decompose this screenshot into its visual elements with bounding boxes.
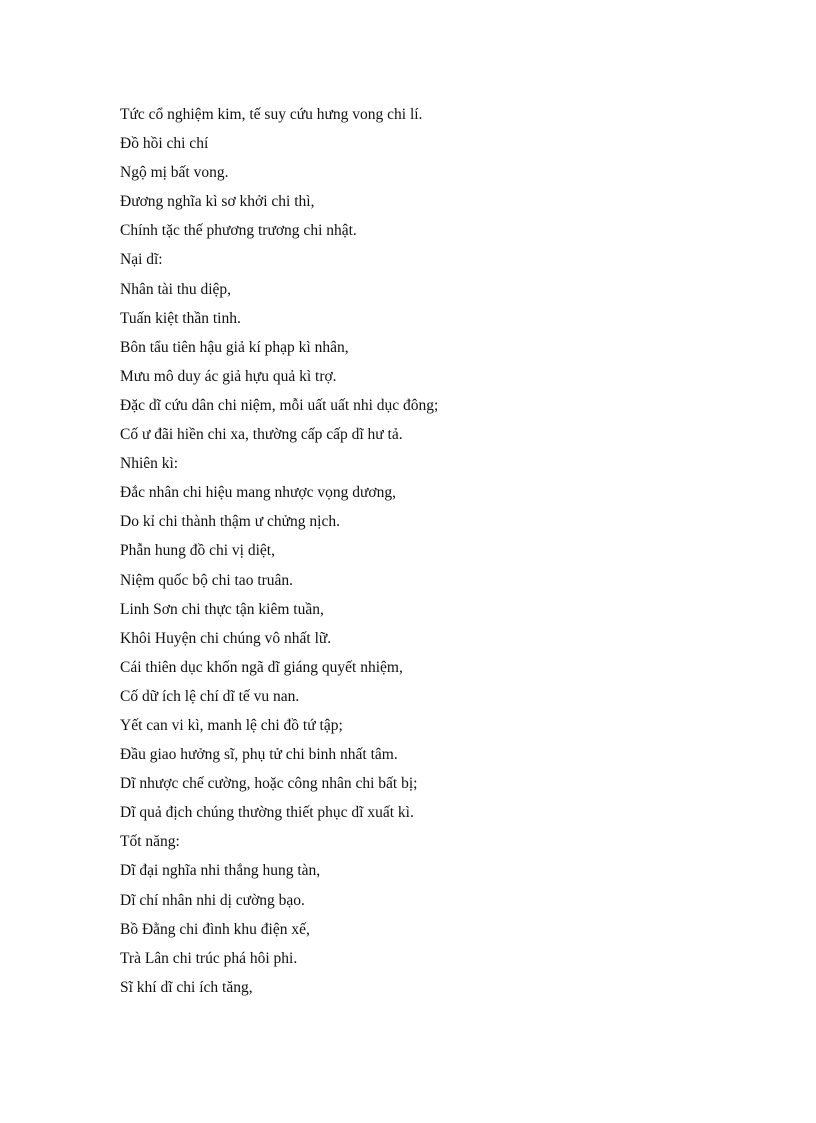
- text-line: Tức cổ nghiệm kim, tế suy cứu hưng vong chi lí.: [120, 106, 423, 123]
- text-line: Chính tặc thế phương trương chi nhật.: [120, 222, 357, 240]
- text-line: Cái thiên dục khốn ngã dĩ giáng quyết nhiệm,: [120, 658, 403, 676]
- text-line: Phẫn hung đồ chi vị diệt,: [120, 542, 275, 560]
- text-line: Đặc dĩ cứu dân chi niệm, mỗi uất uất nhi dục đông;: [120, 396, 439, 414]
- text-line: Dĩ chí nhân nhi dị cường bạo.: [120, 891, 305, 909]
- text-line: Dĩ nhược chế cường, hoặc công nhân chi bất bị;: [120, 775, 418, 793]
- text-line: Bồ Đằng chi đình khu điện xế,: [120, 920, 310, 938]
- text-line: Khôi Huyện chi chúng vô nhất lữ.: [120, 629, 332, 647]
- text-line: Do kỉ chi thành thậm ư chửng nịch.: [120, 513, 340, 531]
- text-line: Dĩ quả địch chúng thường thiết phục dĩ xuất kì.: [120, 804, 414, 822]
- text-line: Nại dĩ:: [120, 251, 163, 269]
- text-line: Mưu mô duy ác giả hựu quả kì trợ.: [120, 367, 337, 385]
- text-line: Cố ư đãi hiền chi xa, thường cấp cấp dĩ hư tả.: [120, 426, 403, 444]
- text-body: [120, 100, 438, 1002]
- text-line: Tuấn kiệt thần tinh.: [120, 309, 241, 327]
- text-line: Cố dữ ích lệ chí dĩ tế vu nan.: [120, 687, 300, 705]
- text-line: Linh Sơn chi thực tận kiêm tuần,: [120, 600, 324, 618]
- text-line: Tốt năng:: [120, 833, 180, 851]
- text-line: Đầu giao hưởng sĩ, phụ tử chi binh nhất tâm.: [120, 746, 398, 764]
- text-line: Ngộ mị bất vong.: [120, 164, 229, 182]
- text-line: Nhân tài thu diệp,: [120, 280, 232, 298]
- text-line: Yết can vi kì, manh lệ chi đồ tứ tập;: [120, 716, 343, 734]
- text-line: Đương nghĩa kì sơ khởi chi thì,: [120, 193, 315, 211]
- text-line: Đắc nhân chi hiệu mang nhược vọng dương,: [120, 484, 396, 502]
- text-line: Dĩ đại nghĩa nhi thắng hung tàn,: [120, 862, 321, 880]
- text-line: Đồ hồi chi chí: [120, 135, 209, 153]
- text-line: Bôn tẩu tiên hậu giả kí phạp kì nhân,: [120, 338, 349, 356]
- text-line: Sĩ khí dĩ chi ích tăng,: [120, 978, 253, 996]
- text-line: Niệm quốc bộ chi tao truân.: [120, 571, 294, 589]
- text-line: Trà Lân chi trúc phá hôi phi.: [120, 949, 298, 967]
- text-line: Nhiên kì:: [120, 455, 179, 473]
